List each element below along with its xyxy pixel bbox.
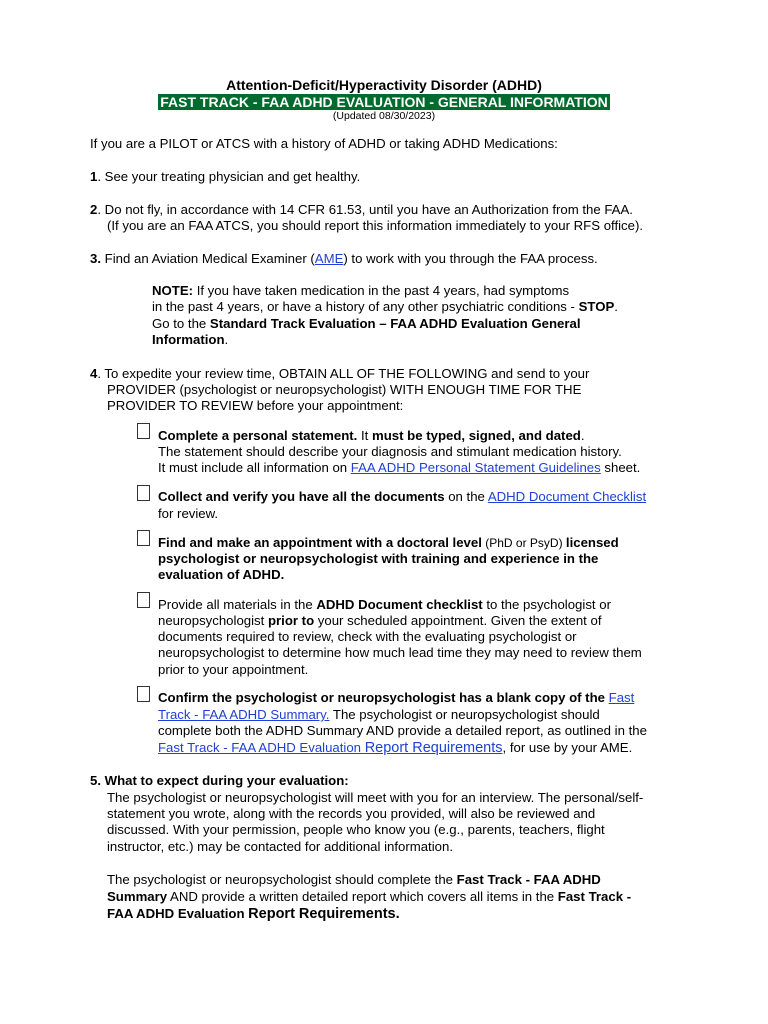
report-requirements-link-text-a: Fast Track - FAA ADHD Evaluation <box>158 740 365 755</box>
ame-link[interactable]: AME <box>314 251 344 266</box>
step-2-number: 2 <box>90 202 98 217</box>
fast-track-summary-link-a[interactable]: Fast <box>608 690 635 705</box>
note-text-1: If you have taken medication in the past 4 years, had symptoms <box>193 283 570 298</box>
check-3-bold: Find and make an appointment with a doctoral level <box>158 535 482 550</box>
check-1-text-3: It must include all information on <box>158 460 351 475</box>
step-5-heading-text: 5. What to expect during your evaluation: <box>90 773 349 788</box>
check-1-period: . <box>580 428 585 443</box>
check-4-text: Provide all materials in the <box>158 597 317 612</box>
check-4-line-2 <box>158 613 602 629</box>
title-banner-row <box>0 94 768 111</box>
note-period-2: . <box>224 332 229 347</box>
step-5-p2-report-requirements: Report Requirements. <box>248 906 400 922</box>
note-stop: STOP <box>578 299 615 314</box>
note-line-4 <box>152 332 228 348</box>
note-line-1 <box>152 283 569 299</box>
step-1-text: . See your treating physician and get healthy. <box>97 169 361 184</box>
step-5-line-4: instructor, etc.) may be contacted for additional information. <box>107 839 453 854</box>
step-2-line-1 <box>90 202 633 218</box>
check-4-line-3: documents required to review, check with the evaluating psychologist or <box>158 629 577 644</box>
adhd-document-checklist-link[interactable]: ADHD Document Checklist <box>487 489 647 504</box>
step-5-p2-bold: Fast Track - FAA ADHD <box>456 872 601 887</box>
check-5-line-4 <box>158 740 632 756</box>
check-1-bold: Complete a personal statement. <box>158 428 358 443</box>
step-1-number: 1 <box>90 169 98 184</box>
checkbox-personal-statement[interactable] <box>137 423 150 439</box>
note-information: Information <box>152 332 225 347</box>
check-1-line-1 <box>158 428 585 444</box>
step-1 <box>90 169 360 185</box>
title-banner: FAST TRACK - FAA ADHD EVALUATION - GENERAL INFORMATION <box>160 94 608 110</box>
step-4-text-1: . To expedite your review time, OBTAIN ALL OF THE FOLLOWING and send to your <box>97 366 590 381</box>
step-4-line-2: PROVIDER (psychologist or neuropsychologist) WITH ENOUGH TIME FOR THE <box>107 382 582 397</box>
step-2-line-2: (If you are an FAA ATCS, you should report this information immediately to your RFS office). <box>107 218 644 233</box>
step-4-number: 4 <box>90 366 98 381</box>
document-title: Attention-Deficit/Hyperactivity Disorder (ADHD) <box>226 77 542 93</box>
step-3 <box>90 251 598 267</box>
note-text-2: in the past 4 years, or have a history of any other psychiatric conditions - <box>152 299 579 314</box>
step-5-para-2-line-2 <box>107 889 631 905</box>
check-1-text: It <box>357 428 372 443</box>
check-3-degree: (PhD or PsyD) <box>481 536 566 550</box>
step-5-line-1: The psychologist or neuropsychologist will meet with you for an interview. The personal/self- <box>107 790 644 805</box>
check-1-line-2: The statement should describe your diagnosis and stimulant medication history. <box>158 444 622 459</box>
intro-text: If you are a PILOT or ATCS with a history of ADHD or taking ADHD Medications: <box>90 136 558 151</box>
check-3-line-2 <box>158 551 598 567</box>
check-1-bold-2: must be typed, signed, and dated <box>372 428 581 443</box>
checkbox-collect-documents[interactable] <box>137 485 150 501</box>
step-3-number: 3. <box>90 251 101 266</box>
check-5-line-2 <box>158 707 600 723</box>
check-5-line-1 <box>158 690 634 706</box>
check-4-line-5: prior to your appointment. <box>158 662 309 677</box>
step-5-p2-text: The psychologist or neuropsychologist should complete the <box>107 872 457 887</box>
check-4-text-3: neuropsychologist <box>158 613 268 628</box>
note-label: NOTE: <box>152 283 194 298</box>
step-5-heading <box>90 773 349 789</box>
step-5-p2-text-2: AND provide a written detailed report which covers all items in the <box>167 889 558 904</box>
step-5-p2-fast-track: Fast Track - <box>557 889 632 904</box>
note-standard-track: Standard Track Evaluation – FAA ADHD Evaluation General <box>209 316 581 331</box>
check-4-bold: ADHD Document checklist <box>316 597 483 612</box>
step-5-p2-faa: FAA ADHD Evaluation <box>107 906 249 921</box>
step-5-p2-summary: Summary <box>107 889 168 904</box>
step-5-para-2-line-1 <box>107 872 601 888</box>
check-3-line-1 <box>158 535 619 551</box>
step-4-line-3: PROVIDER TO REVIEW before your appointment: <box>107 398 404 413</box>
report-requirements-link[interactable] <box>158 740 503 755</box>
step-5-para-2-line-3 <box>107 906 400 922</box>
check-3-bold-2: psychologist or neuropsychologist with training and experience in the <box>158 551 599 566</box>
step-5-line-2: statement you wrote, along with the records you provided, will also be reviewed and <box>107 806 596 821</box>
check-2-line-2: for review. <box>158 506 219 521</box>
checkbox-confirm-summary[interactable] <box>137 686 150 702</box>
report-requirements-link-text-b: Report Requirements <box>364 740 503 756</box>
check-5-text-2: , for use by your AME. <box>502 740 633 755</box>
step-3-text-post: ) to work with you through the FAA process. <box>343 251 598 266</box>
note-line-3 <box>152 316 581 332</box>
check-2-line-1 <box>158 489 646 505</box>
check-5-text: The psychologist or neuropsychologist should <box>329 707 600 722</box>
note-period: . <box>614 299 618 314</box>
checkbox-provide-materials[interactable] <box>137 592 150 608</box>
check-4-prior-to: prior to <box>267 613 315 628</box>
check-3-line-3 <box>158 567 284 583</box>
check-1-sheet: sheet. <box>600 460 641 475</box>
check-4-line-4: neuropsychologist to determine how much lead time they may need to review them <box>158 645 642 660</box>
check-5-line-3: complete both the ADHD Summary AND provide a detailed report, as outlined in the <box>158 723 647 738</box>
step-5-line-3: discussed. With your permission, people who know you (e.g., parents, teachers, flight <box>107 822 605 837</box>
check-3-licensed: licensed <box>565 535 619 550</box>
step-2-text: . Do not fly, in accordance with 14 CFR 61.53, until you have an Authorization from the FAA. <box>97 202 633 217</box>
note-line-2 <box>152 299 618 315</box>
check-4-text-2: to the psychologist or <box>482 597 611 612</box>
check-1-line-3 <box>158 460 640 476</box>
step-4-line-1 <box>90 366 589 382</box>
personal-statement-guidelines-link[interactable]: FAA ADHD Personal Statement Guidelines <box>350 460 601 475</box>
check-2-text: on the <box>444 489 488 504</box>
checkbox-make-appointment[interactable] <box>137 530 150 546</box>
check-5-bold: Confirm the psychologist or neuropsychologist has a blank copy of the <box>158 690 609 705</box>
check-3-bold-3: evaluation of ADHD. <box>158 567 285 582</box>
fast-track-summary-link-b[interactable]: Track - FAA ADHD Summary. <box>158 707 330 722</box>
note-text-3: Go to the <box>152 316 210 331</box>
check-4-line-1 <box>158 597 611 613</box>
updated-date: (Updated 08/30/2023) <box>332 110 436 122</box>
check-4-text-4: your scheduled appointment. Given the extent of <box>314 613 602 628</box>
step-3-text-pre: Find an Aviation Medical Examiner ( <box>101 251 315 266</box>
check-2-bold: Collect and verify you have all the documents <box>158 489 445 504</box>
